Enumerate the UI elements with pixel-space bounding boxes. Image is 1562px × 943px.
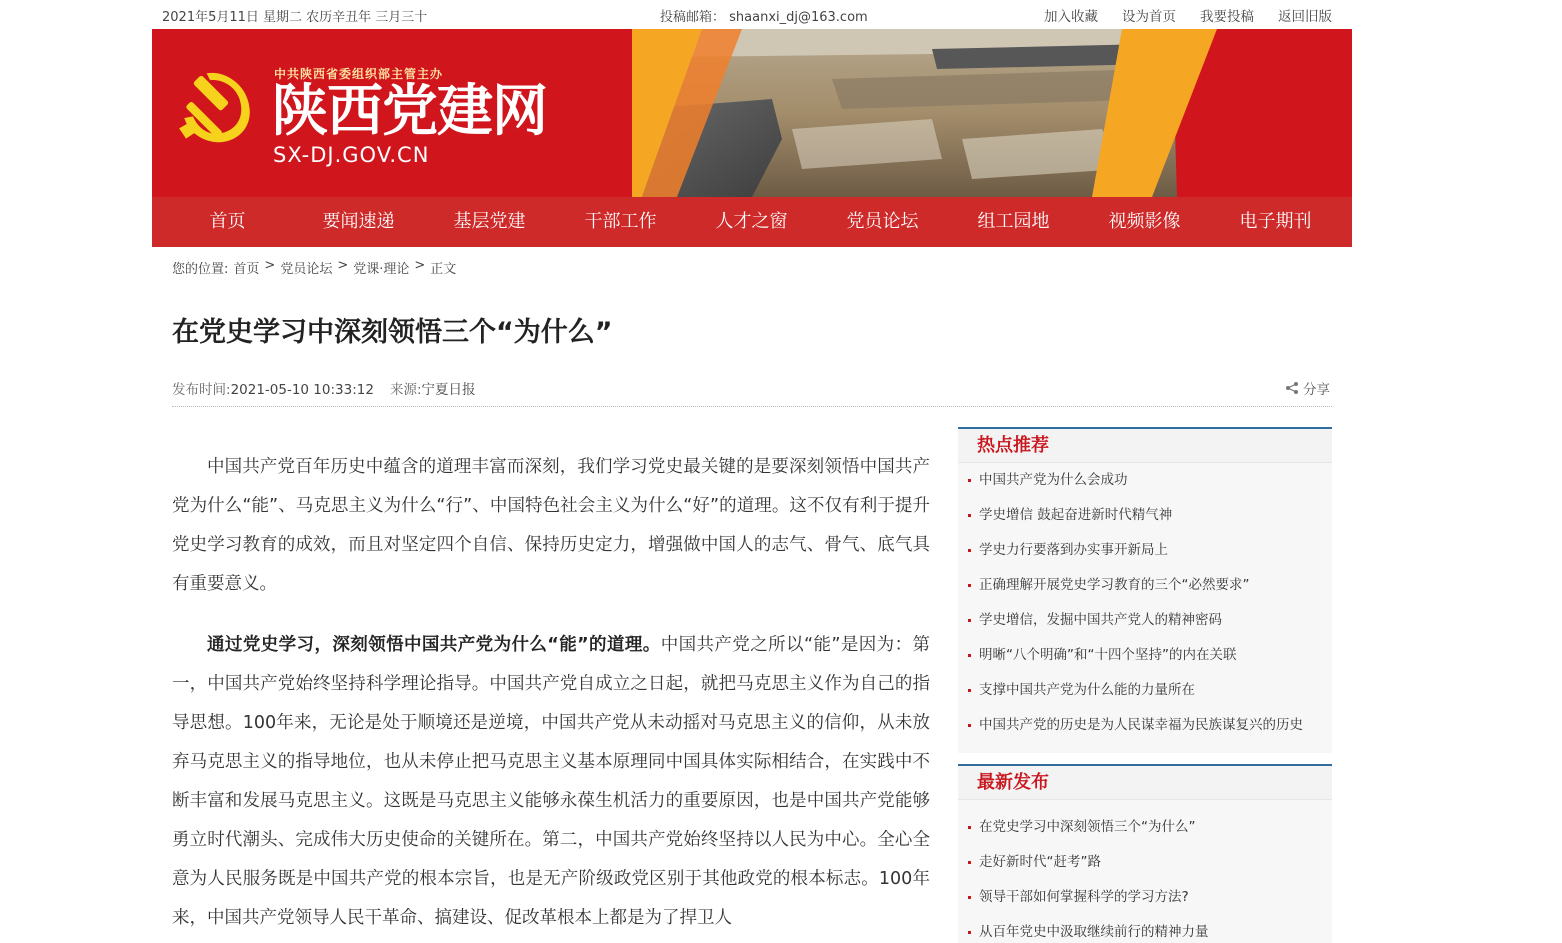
breadcrumb-label: 您的位置:: [172, 262, 229, 277]
hot-recommend-panel: [958, 427, 1332, 753]
nav-item-garden[interactable]: 组工园地: [977, 211, 1050, 232]
site-title[interactable]: 陕西党建网: [272, 79, 547, 144]
breadcrumb-lecture[interactable]: 党课·理论: [353, 262, 410, 277]
list-item[interactable]: 学史增信，发掘中国共产党人的精神密码: [968, 609, 1332, 644]
source-label: 来源:: [389, 382, 422, 398]
list-item[interactable]: 在党史学习中深刻领悟三个“为什么”: [968, 816, 1332, 851]
banner-subtitle: 中共陕西省委组织部主管主办: [274, 67, 444, 81]
paragraph-lead: 通过党史学习，深刻领悟中国共产党为什么“能”的道理。: [207, 635, 661, 655]
list-item[interactable]: 从百年党史中汲取继续前行的精神力量: [968, 921, 1332, 943]
share-icon: [1285, 381, 1299, 395]
breadcrumb-separator: >: [337, 258, 349, 273]
breadcrumb-current: 正文: [430, 262, 457, 277]
share-button[interactable]: [1285, 378, 1330, 398]
hot-recommend-title: 热点推荐: [958, 429, 1332, 463]
main-nav: [152, 197, 1352, 247]
paragraph-text: 中国共产党之所以“能”是因为：第一，中国共产党始终坚持科学理论指导。中国共产党自成立之日起，就把马克思主义作为自己的指导思想。100年来，无论是处于顺境还是逆境，中国共产党从未动摇对马克思主义的信仰，从未放弃马克思主义的指导地位，也从未停止把马克思主义基本原理同中国具体实际相结合，在实践中不断丰富和发展马克思主义。这既是马克思主义能够永葆生机活力的重要原因，也是中国共产党能够勇立时代潮头、完成伟大历史使命的关键所在。第二，中国共产党始终坚持以人民为中心。全心全意为人民服务既是中国共产党的根本宗旨，也是无产阶级政党区别于其他政党的根本标志。100年来，中国共产党领导人民干革命、搞建设、促改革根本上都是为了捍卫人: [172, 635, 930, 928]
article-paragraph: [172, 626, 930, 938]
submission-email: 投稿邮箱： shaanxi_dj@163.com: [660, 10, 868, 25]
nav-item-video[interactable]: 视频影像: [1108, 211, 1181, 232]
latest-title: 最新发布: [958, 766, 1332, 800]
nav-item-grassroots[interactable]: 基层党建: [453, 211, 526, 232]
hot-recommend-list: [958, 463, 1332, 755]
current-date: 2021年5月11日 星期二 农历辛丑年 三月三十: [162, 10, 428, 25]
publish-time: 2021-05-10 10:33:12: [230, 382, 374, 398]
article-paragraph: 中国共产党百年历史中蕴含的道理丰富而深刻，我们学习党史最关键的是要深刻领悟中国共产党为什么“能”、马克思主义为什么“行”、中国特色社会主义为什么“好”的道理。这不仅有利于提升党史学习教育的成效，而且对坚定四个自信、保持历史定力，增强做中国人的志气、骨气、底气具有重要意义。: [172, 457, 930, 594]
nav-item-ejournal[interactable]: 电子期刊: [1239, 211, 1312, 232]
nav-item-talent[interactable]: 人才之窗: [715, 211, 788, 232]
breadcrumb-forum[interactable]: 党员论坛: [280, 262, 333, 277]
article-source: 宁夏日报: [421, 382, 476, 398]
article-meta: [172, 378, 476, 398]
breadcrumb: [172, 258, 456, 277]
latest-list: [958, 800, 1332, 943]
top-bar: [152, 0, 1352, 29]
set-homepage-link[interactable]: 设为首页: [1122, 9, 1176, 25]
waterfall-banner-image: [632, 29, 1232, 197]
nav-item-news[interactable]: 要闻速递: [322, 211, 395, 232]
nav-item-forum[interactable]: 党员论坛: [846, 211, 919, 232]
list-item[interactable]: 支撑中国共产党为什么能的力量所在: [968, 679, 1332, 714]
party-emblem-icon[interactable]: [174, 63, 260, 149]
breadcrumb-separator: >: [414, 258, 426, 273]
top-links: [1044, 5, 1332, 25]
list-item[interactable]: 走好新时代“赶考”路: [968, 851, 1332, 886]
nav-item-home[interactable]: 首页: [209, 211, 246, 232]
meta-divider: [172, 406, 1332, 407]
nav-item-cadre[interactable]: 干部工作: [584, 211, 657, 232]
list-item[interactable]: 领导干部如何掌握科学的学习方法?: [968, 886, 1332, 921]
share-label: 分享: [1303, 382, 1330, 398]
site-banner: [152, 29, 1352, 197]
list-item[interactable]: 中国共产党为什么会成功: [968, 469, 1332, 504]
add-favorite-link[interactable]: 加入收藏: [1044, 9, 1098, 25]
old-version-link[interactable]: 返回旧版: [1278, 9, 1332, 25]
article-title: 在党史学习中深刻领悟三个“为什么”: [172, 317, 613, 348]
publish-time-label: 发布时间:: [172, 382, 231, 398]
list-item[interactable]: 正确理解开展党史学习教育的三个“必然要求”: [968, 574, 1332, 609]
submit-article-link[interactable]: 我要投稿: [1200, 9, 1254, 25]
article-body: [172, 448, 930, 943]
list-item[interactable]: 明晰“八个明确”和“十四个坚持”的内在关联: [968, 644, 1332, 679]
list-item[interactable]: 学史力行要落到办实事开新局上: [968, 539, 1332, 574]
list-item[interactable]: 学史增信 鼓起奋进新时代精气神: [968, 504, 1332, 539]
latest-panel: [958, 764, 1332, 943]
breadcrumb-separator: >: [264, 258, 276, 273]
breadcrumb-home[interactable]: 首页: [233, 262, 260, 277]
list-item[interactable]: 中国共产党的历史是为人民谋幸福为民族谋复兴的历史: [968, 714, 1332, 749]
site-domain: SX-DJ.GOV.CN: [273, 143, 430, 167]
